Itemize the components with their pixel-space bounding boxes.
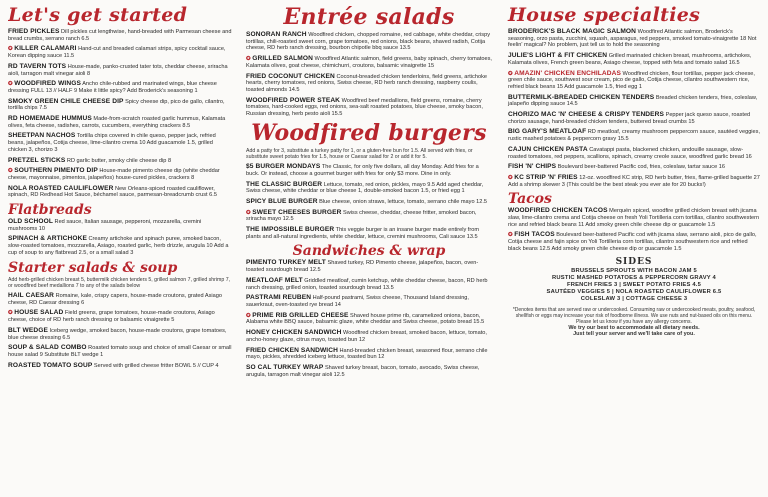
- sandwiches-heading: Sandwiches & wrap: [292, 243, 446, 260]
- signature-star-icon: ✪: [8, 81, 15, 88]
- menu-item-description: Shaved turkey breast, bacon, tomato, avocado, Swiss cheese, arugula, tarragon malt vinegar aioli 12.5: [246, 364, 480, 378]
- menu-item-description: Spicy cheese dip, pico de gallo, cilantro, tortilla chips 7.5: [8, 98, 225, 112]
- disclaimer: [508, 307, 760, 337]
- menu-item-name: SHEETPAN NACHOS: [8, 132, 76, 140]
- menu-item-description: Made-from-scratch roasted garlic hummus, Kalamata olives, feta cheese, radishes, carrots, cucumbers, everything crackers 8.5: [8, 116, 226, 129]
- menu-item-name: FRIED CHICKEN SANDWICH: [246, 346, 338, 354]
- menu-item-description: Woodfired Atlantic salmon, Broderick's seasoning, orzo pasta, zucchini, squash, asparagus, red peppers, smoked tomato-vinaigrette 18 Not feelin' magical? No problem, just tell us to hold the seasoning: [508, 29, 757, 49]
- menu-item: [246, 260, 492, 273]
- side-line: FRENCH FRIES 3 | SWEET POTATO FRIES 4.5: [566, 281, 702, 288]
- menu-item-name: SONORAN RANCH: [246, 31, 307, 38]
- menu-item: [246, 365, 492, 378]
- menu-item-description: Boulevard beer-battered Pacific cod with jicama slaw, serrano aioli, pico de gallo, Cotija cheese and fajin spice on Yoli Tortilleria corn tortillas, cilantro southwestern rice and refried black beans 12.5 Add smoky green chile cheese dip or guacamole 1.5: [508, 232, 757, 252]
- menu-item-name: THE IMPOSSIBLE BURGER: [246, 226, 335, 234]
- menu-item-description: New Orleans-spiced roasted cauliflower, spinach, RD Redhead Hot Sauce, béchamel sauce, parmesan-breadcrumb crust 6.5: [8, 185, 217, 199]
- menu-item: [508, 232, 760, 252]
- menu-item: [8, 345, 232, 358]
- column-entree: [240, 6, 502, 493]
- menu-item-description: RD garlic butter, smoky chile cheese dip 8: [65, 157, 172, 164]
- menu-item-name: GRILLED SALMON: [252, 55, 313, 63]
- menu-item: [8, 99, 232, 112]
- menu-item: [508, 175, 760, 188]
- menu-item-name: THE CLASSIC BURGER: [246, 180, 323, 188]
- menu-item-name: ROASTED TOMATO SOUP: [8, 361, 93, 369]
- menu-item-name: CHORIZO MAC 'N' CHEESE & CRISPY TENDERS: [508, 111, 665, 119]
- menu-item: [8, 116, 232, 129]
- menu-item: [508, 95, 760, 108]
- menu-item: [246, 56, 492, 69]
- menu-item-description: Cavatappi pasta, blackened chicken, andouille sausage, slow-roasted tomatoes, red peppers, scallions, spinach, creamy creole sauce, woodfired garlic bread 16: [508, 146, 752, 160]
- menu-item-name: FISH 'N' CHIPS: [508, 163, 557, 171]
- menu-item: [246, 313, 492, 326]
- menu-item-name: BIG GARY'S MEATLOAF: [508, 128, 587, 136]
- menu-item: [246, 295, 492, 308]
- menu-item-name: NOLA ROASTED CAULIFLOWER: [8, 184, 114, 192]
- menu-item-description: Woodfired chicken, chopped romaine, red cabbage, white cheddar, crispy tortillas, chili-roasted sweet corn, grape tomatoes, red onions, black beans, shaved radish, Cotija cheese, RD herb ranch dressing, bourbon chipotle bbq sauce 13.5: [246, 32, 491, 52]
- burger-note: Add a patty for 3, substitute a turkey patty for 1, or a gluten-free bun for 1.5. All served with fries, or substitute sweet potato fries for 1.5, house or Caesar salad for 2 or add it for 5.: [246, 147, 473, 160]
- menu-item-description: Pepper jack queso sauce, roasted chorizo sausage, hand-breaded chicken tenders, buttered bread crumbs 15: [508, 112, 751, 125]
- menu-item: [508, 112, 760, 125]
- menu-item-name: SO CAL TURKEY WRAP: [246, 363, 324, 371]
- menu-item: [246, 330, 492, 343]
- menu-item-name: SPINACH & ARTICHOKE: [8, 235, 87, 243]
- signature-star-icon: ✪: [508, 70, 515, 77]
- menu-item-description: Swiss cheese, cheddar, cheese fritter, smoked bacon, sriracha mayo 12.5: [246, 209, 477, 223]
- menu-item-description: House-made pimento cheese dip (white cheddar cheese, mayonnaise, pimentos, jalapeños) house-cured pickles, crackers 8: [8, 168, 220, 181]
- menu-item-name: KILLER CALAMARI: [14, 45, 77, 53]
- menu-item-description: Roasted tomato soup and choice of small Caesar or small house salad 9 Substitute BLT wedge 1: [8, 345, 232, 358]
- side-line: COLESLAW 3 | COTTAGE CHEESE 3: [580, 295, 688, 302]
- menu-item-name: PIMENTO TURKEY MELT: [246, 259, 326, 267]
- menu-item-description: Hand-breaded chicken breast, seasoned flour, serrano chile mayo, pickles, shredded iceberg lettuce, toasted bun 12: [246, 347, 488, 361]
- entree-salads-heading: Entrée salads: [283, 6, 455, 30]
- signature-star-icon: ✪: [246, 209, 253, 216]
- menu-item: [246, 182, 492, 195]
- menu-item: [8, 168, 232, 181]
- menu-item: [8, 29, 232, 42]
- menu-item-description: Blue cheese, onion straws, lettuce, tomato, serrano chile mayo 12.5: [317, 198, 488, 205]
- menu-item-description: Served with grilled cheese fritter BOWL 5 // CUP 4: [92, 362, 219, 369]
- starters-heading: Let's get started: [8, 6, 188, 26]
- menu-item-description: Tortilla chips covered in chile queso, pepper jack, refried beans, jalapeños, Cotija cheese, lime-cilantro crema 10 Add guacamole 1.5, grilled chicken 3, chorizo 3: [8, 133, 216, 153]
- menu-item-description: RD meatloaf, creamy mushroom peppercorn sauce, sautéed veggies, rustic mashed potatoes & peppercorn gravy 15.5: [508, 129, 760, 143]
- menu-item-description: Woodfired chicken breast, smoked bacon, lettuce, tomato, ancho-honey glaze, citrus mayo, toasted bun 12: [246, 330, 487, 343]
- menu-item-description: Ancho chile-rubbed and marinated wings, blue cheese dressing FULL 13 // HALF 9 Make it little spicy? Add Broderick's seasoning 1: [8, 81, 217, 94]
- menu-item-name: BUTTERMILK-BREADED CHICKEN TENDERS: [508, 93, 655, 101]
- menu-item-description: Coconut-breaded chicken tenderloins, field greens, artichoke hearts, cherry tomatoes, red onions, Swiss cheese, RD herb ranch dressing, raspberry coulis, toasted almonds 14.5: [246, 73, 487, 93]
- menu-item-name: MEATLOAF MELT: [246, 276, 303, 284]
- menu-item-description: Breaded chicken tenders, fries, coleslaw, jalapeño dipping sauce 14.5: [508, 94, 758, 108]
- menu-item-name: BLT WEDGE: [8, 326, 48, 334]
- menu-item-description: Half-pound pastrami, Swiss cheese, Thousand Island dressing, sauerkraut, oven-toasted rye bread 14: [246, 295, 469, 308]
- menu-item-description: Shaved turkey, RD Pimento cheese, jalapeños, bacon, oven-toasted sourdough bread 12.5: [246, 260, 479, 274]
- menu-item-description: Creamy artichoke and spinach puree, smoked bacon, slow-roasted tomatoes, mozzarella, Asiago, roasted garlic, herb drizzle, arugula 10 Add a cup of soup to any flatbread 2.5, or a small salad 3: [8, 236, 229, 256]
- menu-item-name: AMAZIN' CHICKEN ENCHILADAS: [514, 69, 621, 77]
- menu-item-name: FISH TACOS: [514, 231, 555, 239]
- menu-item-name: BRODERICK'S BLACK MAGIC SALMON: [508, 28, 637, 35]
- menu-item-description: Woodfired beef medallions, field greens, romaine, cherry tomatoes, hard-cooked eggs, red onions, sea-salt roasted potatoes, blue cheese, smoky bacon, Russian dressing, herb pesto aioli 15.5: [246, 97, 483, 118]
- menu-item-name: SPICY BLUE BURGER: [246, 197, 318, 205]
- menu-item: [8, 293, 232, 306]
- signature-star-icon: ✪: [8, 46, 15, 53]
- signature-star-icon: ✪: [246, 56, 253, 63]
- menu-item-name: SWEET CHEESES BURGER: [252, 208, 342, 216]
- menu-item-name: WOODFIRED CHICKEN TACOS: [508, 207, 608, 215]
- menu-item: [8, 158, 232, 165]
- menu-item: [8, 363, 232, 370]
- signature-star-icon: ✪: [508, 174, 515, 181]
- menu-item-description: Dill pickles cut lengthwise, hand-breaded with Parmesan cheese and bread crumbs, serrano ranch 6.5: [8, 29, 232, 42]
- disclaimer-bold-1: We try our best to accommodate all dietary needs.: [568, 324, 700, 331]
- menu-item-description: Iceberg wedge, smoked bacon, house-made croutons, grape tomatoes, blue cheese dressing 6.5: [8, 327, 227, 341]
- menu-item: [246, 74, 492, 94]
- menu-item-description: Lettuce, tomato, red onion, pickles, mayo 9.5 Add aged cheddar, Swiss cheese, white cheddar or blue cheese 1, double-smoked bacon 1.5, or fried egg 1: [246, 181, 484, 195]
- sides-section: [508, 257, 760, 303]
- menu-item: [508, 164, 760, 171]
- menu-item-name: CAJUN CHICKEN PASTA: [508, 145, 588, 153]
- menu-item-description: Grilled marinated chicken breast, mushrooms, artichokes, Kalamata olives, French green beans, Asiago cheese, topped with feta and tomato salad 16.5: [508, 53, 752, 66]
- menu-item: [8, 219, 232, 232]
- menu-item: [508, 53, 760, 66]
- menu-item-description: Red sauce, Italian sausage, pepperoni, mozzarella, cremini mushrooms 10: [8, 219, 202, 232]
- menu-item-name: PRETZEL STICKS: [8, 156, 66, 164]
- menu-item-description: This veggie burger is an insane burger made entirely from plants and all-natural ingredients, white cheddar, lettuce, cremini mushrooms, Cali sauce 13.5: [246, 227, 479, 240]
- menu-item: [8, 133, 232, 153]
- disclaimer-bold-2: Just tell your server and we'll take care of you.: [573, 330, 695, 337]
- menu-item-description: 12-oz. woodfired KC strip, RD herb butter, fries, flame-grilled baguette 27 Add a shrimp skewer 3 (This could be the best steak you ever ate for 20 bucks!): [508, 174, 760, 188]
- side-line: RUSTIC MASHED POTATOES & PEPPERCORN GRAVY 4: [552, 274, 716, 281]
- menu-item-name: WOODFIRED POWER STEAK: [246, 96, 341, 104]
- starter-salads-heading: Starter salads & soup: [8, 259, 178, 276]
- menu-item-name: JULIE'S LIGHT & FIT CHICKEN: [508, 52, 608, 60]
- menu-item: [246, 98, 492, 118]
- menu-item-name: SOUP & SALAD COMBO: [8, 344, 87, 352]
- menu-item: [246, 348, 492, 361]
- menu-item: [8, 310, 232, 323]
- menu-item-name: FRIED PICKLES: [8, 28, 60, 35]
- side-line: BRUSSELS SPROUTS WITH BACON JAM 5: [571, 267, 697, 274]
- menu-item-name: KC STRIP 'N' FRIES: [514, 173, 578, 181]
- menu-item-name: SMOKY GREEN CHILE CHEESE DIP: [8, 97, 124, 105]
- menu-item-description: Field greens, grape tomatoes, house-made croutons, Asiago cheese, choice of RD herb ranch dressing or balsamic vinaigrette 5: [8, 310, 215, 324]
- menu-item: [246, 210, 492, 223]
- menu-item-name: $5 BURGER MONDAYS: [246, 163, 321, 171]
- menu-item: [508, 29, 760, 49]
- menu-item-name: OLD SCHOOL: [8, 218, 53, 226]
- menu-item-name: PRIME RIB GRILLED CHEESE: [252, 311, 349, 319]
- column-specialties: [502, 6, 760, 493]
- menu-item-name: HOUSE SALAD: [14, 309, 64, 317]
- house-specialties-heading: House specialties: [508, 6, 701, 26]
- menu-item: [8, 81, 232, 94]
- signature-star-icon: ✪: [246, 312, 253, 319]
- menu-item: [508, 208, 760, 228]
- signature-star-icon: ✪: [8, 168, 15, 175]
- menu-item-description: House-made, panko-crusted tater tots, cheddar cheese, sriracha aioli, tarragon malt vinegar aioli 8: [8, 63, 228, 77]
- burgers-heading: Woodfired burgers: [251, 119, 487, 146]
- menu-item: [8, 64, 232, 77]
- menu-item-name: WOODFIRED WINGS: [14, 80, 81, 88]
- menu-item: [246, 227, 492, 240]
- signature-star-icon: ✪: [8, 310, 15, 317]
- menu-item-description: Merquén spiced, woodfire grilled chicken breast with jicama slaw, lime-cilantro crema and Cotija cheese on fresh Yoli Tortilleria corn tortillas, cilantro southwestern rice and refried black beans 11 Add smoky green chile cheese dip or guacamole 1.5: [508, 208, 760, 228]
- menu-item-description: Romaine, kale, crispy capers, house-made croutons, grated Asiago cheese, RD Caesar dressing 6: [8, 292, 222, 306]
- menu-item: [508, 129, 760, 142]
- menu-item-description: Griddled meatloaf, cumin ketchup, white cheddar cheese, bacon, RD herb ranch dressing, grilled onion, toasted sourdough bread 13.5: [246, 277, 488, 291]
- menu-item-description: Hand-cut and breaded calamari strips, spicy cocktail sauce, Korean dipping sauce 11.5: [8, 46, 226, 60]
- flatbreads-heading: Flatbreads: [8, 202, 92, 219]
- menu-item-name: RD HOMEMADE HUMMUS: [8, 115, 92, 123]
- menu-item-description: Shaved house prime rib, caramelized onions, bacon, Alabama white BBQ sauce, balsamic glaze, white cheddar and Swiss cheese, potato bread 15.5: [246, 312, 485, 326]
- menu-item-name: SOUTHERN PIMENTO DIP: [14, 167, 98, 175]
- menu-item: [246, 32, 492, 52]
- menu-item: [8, 236, 232, 256]
- sides-title: SIDES: [615, 256, 653, 267]
- side-line: SAUTÉED VEGGIES 5 | NOLA ROASTED CAULIFLOWER 6.5: [546, 288, 722, 295]
- menu-item: [246, 278, 492, 291]
- menu-item-description: Woodfired Atlantic salmon, field greens, baby spinach, cherry tomatoes, Kalamata olives, goat cheese, chimichurri, croutons, balsamic vinaigrette 15: [246, 56, 492, 69]
- menu-item-description: Boulevard beer-battered Pacific cod, fries, coleslaw, tartar sauce 16: [556, 164, 725, 171]
- menu-item: [508, 147, 760, 160]
- menu-item: [246, 199, 492, 206]
- signature-star-icon: ✪: [508, 232, 515, 239]
- menu-item: [246, 164, 492, 177]
- column-starters: [8, 6, 240, 493]
- menu-item-name: HAIL CAESAR: [8, 291, 55, 299]
- menu-item: [8, 328, 232, 341]
- tacos-heading: Tacos: [508, 191, 552, 208]
- menu-item-description: The Classic, for only five dollars, all day Monday. Add fries for a buck. Or instead, choose a gourmet burger with fries for only $3 more. Dine in only.: [246, 164, 479, 177]
- disclaimer-text: *Denotes items that are served raw or undercooked. Consuming raw or undercooked meats, poultry, seafood, shellfish or eggs may increase your risk of foodborne illness. We use nuts and nut-based oils on this menu. Please let us know if you have any allergy concerns.: [512, 306, 756, 325]
- menu-item: [8, 186, 232, 199]
- menu-item-name: HONEY CHICKEN SANDWICH: [246, 329, 342, 337]
- menu-item: [508, 71, 760, 91]
- menu-item-name: FRIED COCONUT CHICKEN: [246, 72, 335, 80]
- menu-item-name: PASTRAMI REUBEN: [246, 294, 312, 302]
- menu-item-name: RD TAVERN TOTS: [8, 62, 67, 70]
- menu-item: [8, 46, 232, 59]
- salad-addon-note: Add herb-grilled chicken breast 5, buttermilk chicken tenders 5, grilled salmon 7, grilled shrimp 7, or woodfired beef medallions 7 to any of the salads below: [8, 276, 231, 289]
- menu-item-description: Woodfired chicken, flour tortillas, pepper jack cheese, green chile sauce, southwest sour cream, pico de gallo, Cotija cheese, cilantro southwestern rice, refried black beans 15 Add guacamole 1.5, fried egg 1: [508, 70, 755, 90]
